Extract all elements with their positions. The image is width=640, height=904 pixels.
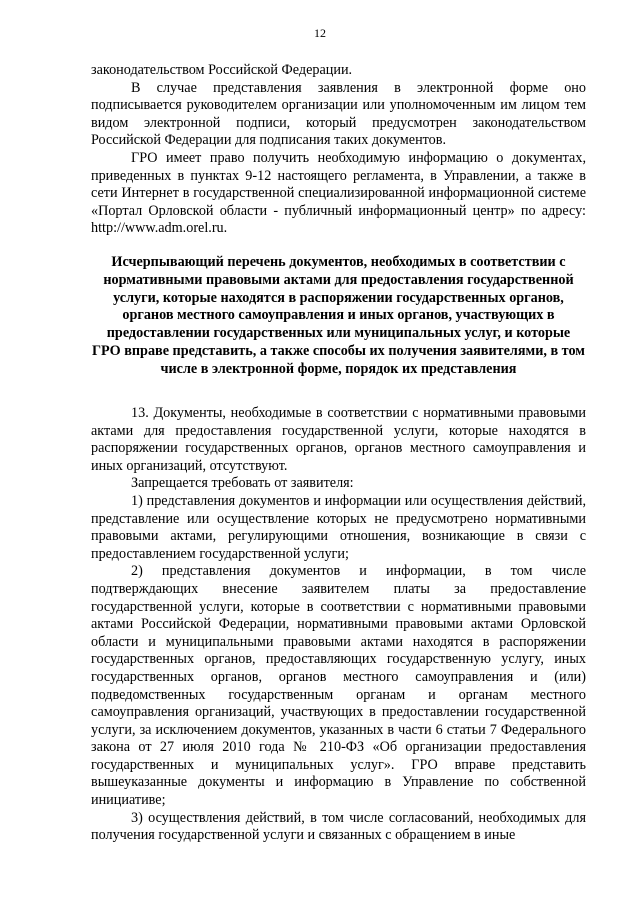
paragraph-prohibition-1: 1) представления документов и информации или осуществления действий, представление или осуществление которых не предусмотрено нормативными правовыми актами, регулирующими отношения, возникающие в связи с предоставлением государственной услуги; — [91, 492, 586, 562]
paragraph-prohibition-3: 3) осуществления действий, в том числе согласований, необходимых для получения государственной услуги и связанных с обращением в иные — [91, 809, 586, 844]
top-text-block — [91, 62, 586, 238]
page-number: 12 — [314, 26, 326, 40]
paragraph-electronic-signature: В случае представления заявления в электронной форме оно подписывается руководителем организации или уполномоченным им лицом тем видом электронной подписи, который предусмотрен законодательством Российской Федерации для подписания таких документов. — [91, 79, 586, 149]
section-heading: Исчерпывающий перечень документов, необходимых в соответствии с нормативными правовыми актами для предоставления государственной услуги, которые находятся в распоряжении государственных органов, органов местного самоуправления и иных органов, участвующих в предоставлении государственных или муниципальных услуг, и которые ГРО вправе представить, а также способы их получения заявителями, в том числе в электронной форме, порядок их представления — [92, 254, 585, 377]
paragraph-gro-information: ГРО имеет право получить необходимую информацию о документах, приведенных в пунктах 9-12 настоящего регламента, в Управлении, а также в сети Интернет в государственной специализированной информационной системе «Портал Орловской области - публичный информационный центр» по адресу: http://www.adm.orel.ru. — [91, 149, 586, 237]
paragraph-continuation: законодательством Российской Федерации. — [91, 62, 353, 78]
body-text-block — [91, 405, 586, 845]
paragraph-prohibition-2: 2) представления документов и информации, в том числе подтверждающих внесение заявителем платы за предоставление государственной услуги, которые в соответствии с нормативными правовыми актами Российской Федерации, нормативными правовыми актами Орловской области и муниципальными правовыми актами находятся в распоряжении государственных органов, предоставляющих государственную услугу, иных государственных органов, органов местного самоуправления и (или) подведомственных государственным органам и органам местного самоуправления организаций, участвующих в предоставлении государственной услуги, за исключением документов, указанных в части 6 статьи 7 Федерального закона от 27 июля 2010 года № 210-ФЗ «Об организации предоставления государственных и муниципальных услуг». ГРО вправе представить вышеуказанные документы и информацию в Управление по собственной инициативе; — [91, 563, 586, 809]
paragraph-item-13: 13. Документы, необходимые в соответствии с нормативными правовыми актами для предоставления государственной услуги, которые находятся в распоряжении государственных органов, органов местного самоуправления и иных организаций, отсутствуют. — [91, 405, 586, 474]
paragraph-prohibition-intro: Запрещается требовать от заявителя: — [131, 475, 354, 492]
